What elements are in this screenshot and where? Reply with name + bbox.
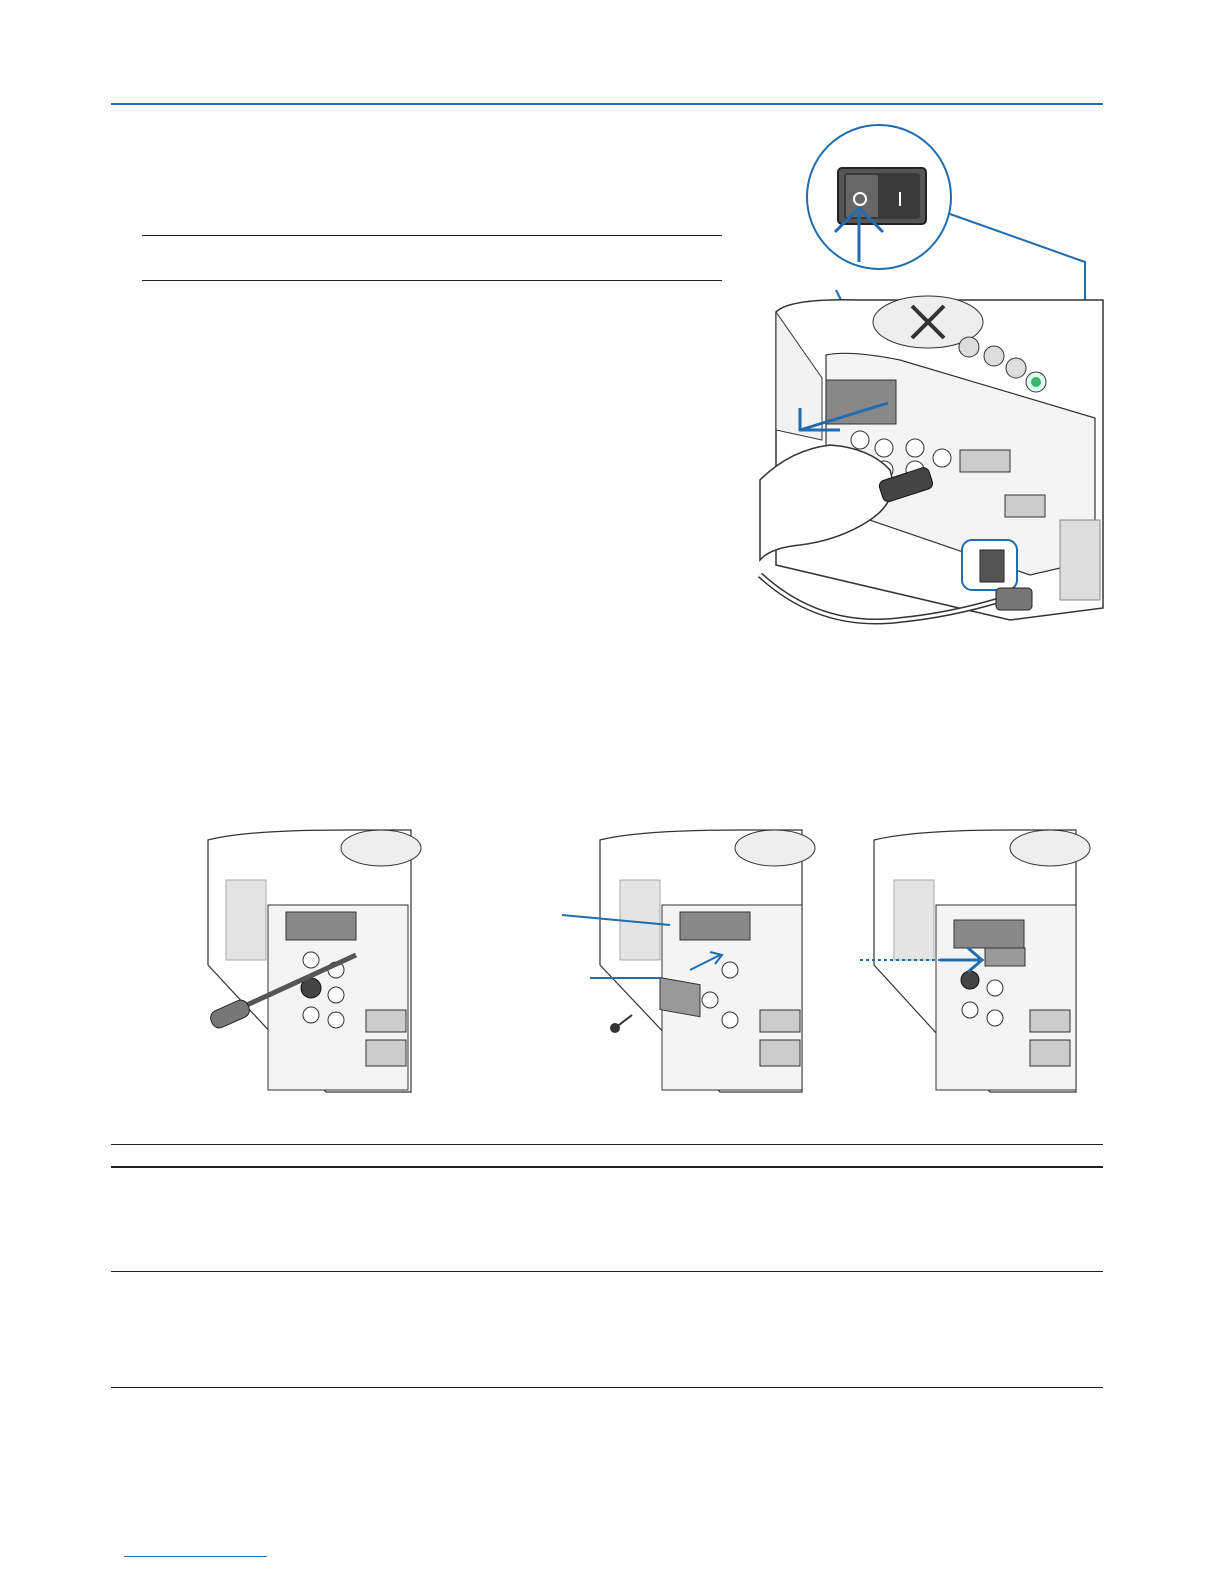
table-top-rule <box>111 1144 1103 1145</box>
step-3-illustration <box>860 830 1100 1096</box>
step-1-illustration <box>206 830 416 1096</box>
step-2-illustration <box>560 830 810 1096</box>
table-row-rule <box>111 1271 1103 1272</box>
table-header-rule <box>111 1166 1103 1168</box>
table-bottom-rule <box>111 1387 1103 1388</box>
footer-link[interactable] <box>124 1556 267 1557</box>
